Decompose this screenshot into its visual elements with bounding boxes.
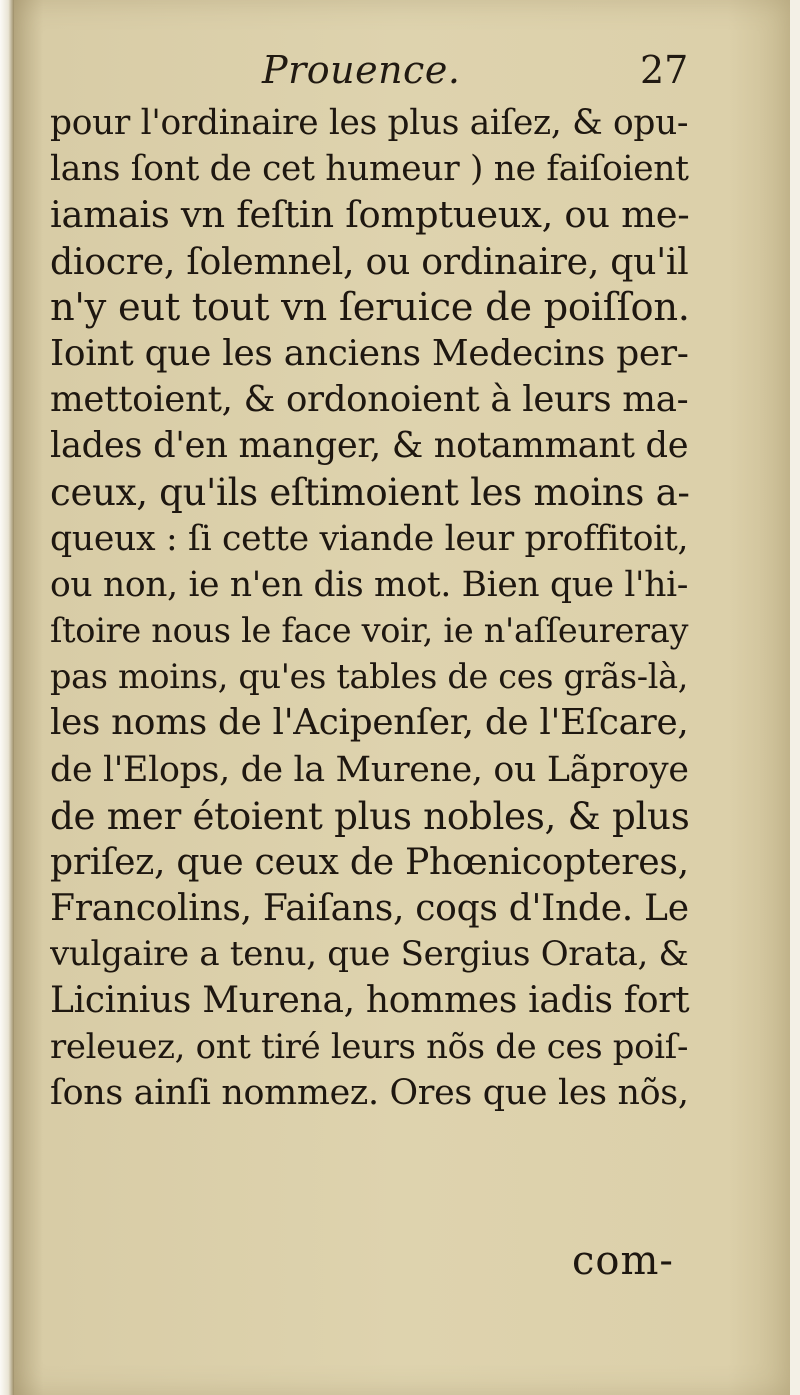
page-header [0, 38, 800, 108]
text-line: Francolins, Faiſans, coqs d'Inde. Le [50, 887, 689, 930]
text-line: mettoient, & ordonoient à leurs ma- [50, 379, 689, 421]
page-left-edge [0, 0, 14, 1395]
page-number: 27 [640, 48, 689, 92]
text-line: lans ſont de cet humeur ) ne faiſoient [50, 149, 689, 190]
text-line: iamais vn feſtin ſomptueux, ou me- [50, 193, 690, 237]
text-line: les noms de l'Acipenſer, de l'Eſcare, [50, 702, 689, 744]
text-line: lades d'en manger, & notammant de [50, 425, 689, 467]
text-line: priſez, que ceux de Phœnicopteres, [50, 840, 689, 883]
text-line: releuez, ont tiré leurs nõs de ces poiſ- [50, 1026, 689, 1066]
text-line: ſons ainſi nommez. Ores que les nõs, [50, 1072, 689, 1113]
text-line: de mer étoient plus nobles, & plus [50, 793, 690, 838]
text-line: de l'Elops, de la Murene, ou Lãproye [50, 749, 689, 790]
text-line: queux : ſi cette viande leur proffitoit, [50, 518, 689, 559]
text-line: pour l'ordinaire les plus aiſez, & opu- [50, 103, 689, 143]
text-line: diocre, ſolemnel, ou ordinaire, qu'il [50, 239, 689, 283]
text-line: Licinius Murena, hommes iadis fort [50, 979, 690, 1021]
text-line: Ioint que les anciens Medecins per- [50, 332, 689, 374]
running-head: Prouence. [262, 48, 461, 92]
text-line: ſtoire nous le face voir, ie n'aſſeureray [50, 611, 689, 651]
text-line: ceux, qu'ils eſtimoient les moins a- [50, 470, 690, 514]
text-line: n'y eut tout vn ſeruice de poiſſon. [50, 284, 690, 330]
text-line: pas moins, qu'es tables de ces grãs-là, [50, 657, 689, 697]
text-line: vulgaire a tenu, que Sergius Orata, & [50, 934, 689, 975]
body-text [50, 100, 690, 1116]
catchword: com- [572, 1238, 674, 1284]
text-line: ou non, ie n'en dis mot. Bien que l'hi- [50, 564, 689, 605]
